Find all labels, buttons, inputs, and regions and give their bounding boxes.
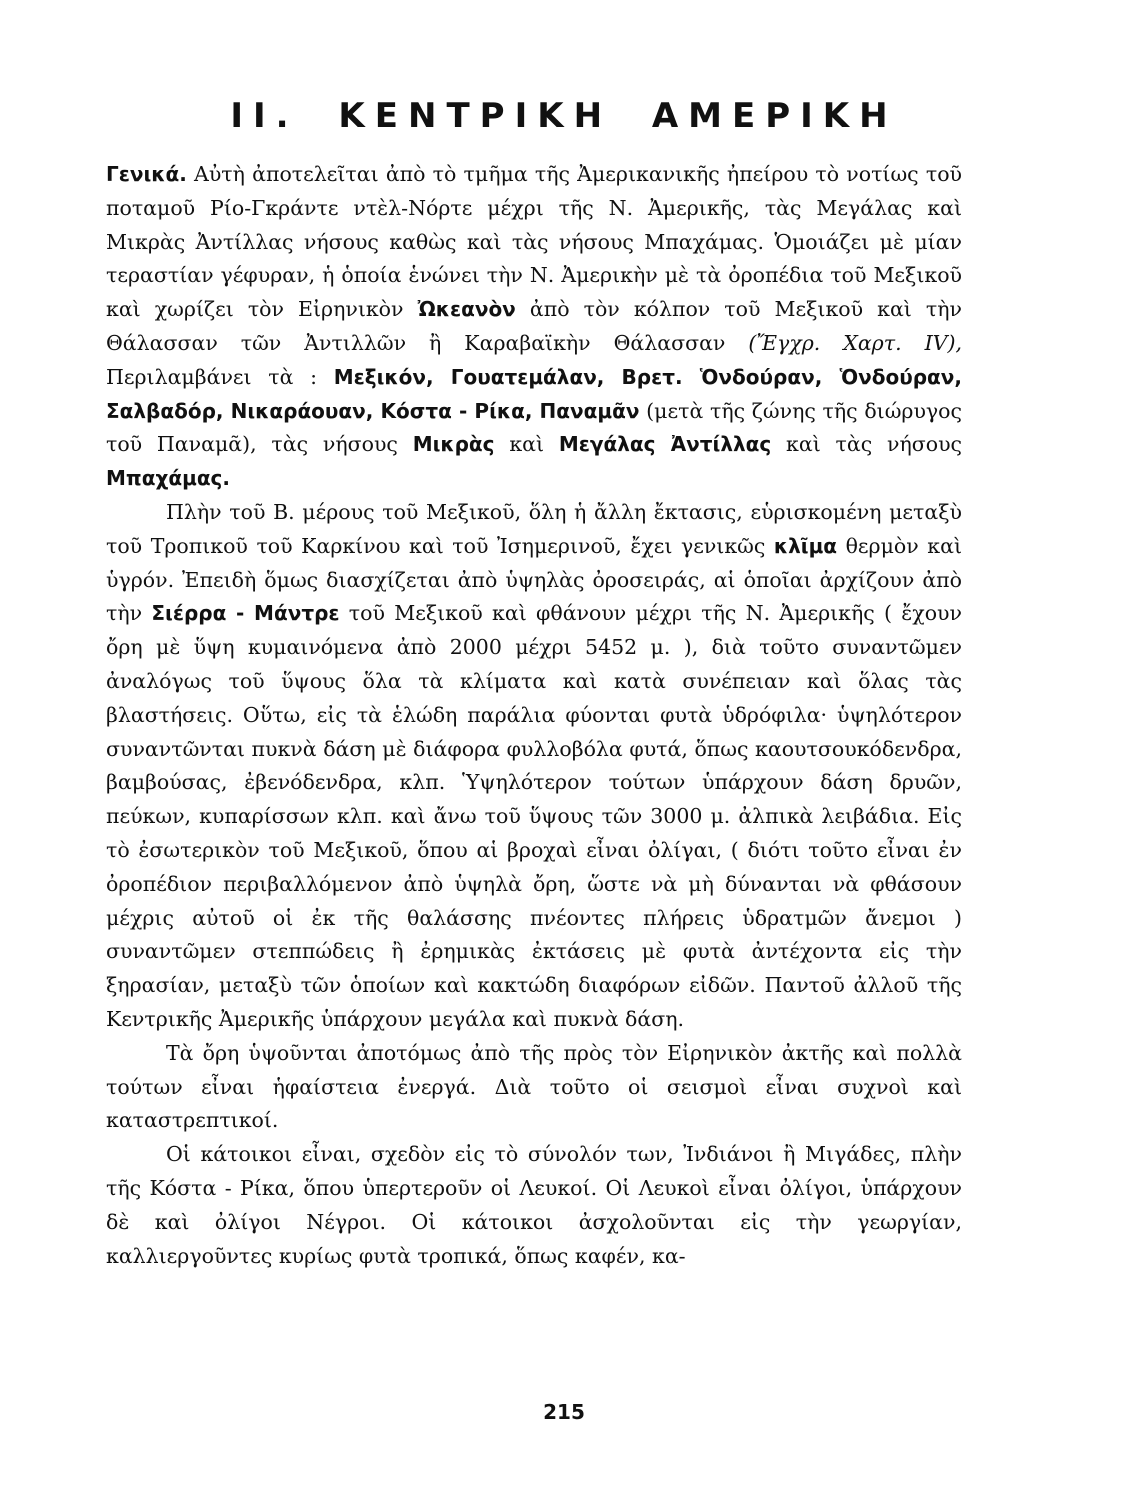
paragraph-climate <box>106 496 962 1037</box>
paragraph-general <box>106 158 962 496</box>
text-span: Περιλαμβάνει τὰ : <box>106 364 334 389</box>
text-span: Αὐτὴ ἀποτελεῖται ἀπὸ τὸ τμῆμα τῆς Ἀμερικανικῆς ἠπείρου τὸ νοτίως τοῦ ποταμοῦ Ρίο-Γκράντε ντὲλ-Νόρτε μέχρι τῆς Ν. Ἀμερικῆς, τὰς Μεγάλας καὶ Μικρὰς Ἀντίλλας νήσους καθὼς καὶ τὰς νήσους Μπαχάμας. Ὁμοιάζει μὲ μίαν τεραστίαν γέφυραν, ἡ ὁποία ἑνώνει τὴν Ν. Ἀμερικὴν μὲ τὰ ὀροπέδια τοῦ Μεξικοῦ καὶ χωρίζει τὸν Εἰρηνικὸν <box>106 162 962 322</box>
body-text <box>106 158 962 1273</box>
text-span: τοῦ Μεξικοῦ καὶ φθάνουν μέχρι τῆς Ν. Ἀμερικῆς ( ἔχουν ὄρη μὲ ὕψη κυμαινόμενα ἀπὸ 2000 μέχρι 5452 μ. ), διὰ τοῦτο συναντῶμεν ἀναλόγως τοῦ ὕψους ὅλα τὰ κλίματα καὶ κατὰ συνέπειαν καὶ ὅλας τὰς βλαστήσεις. Οὕτω, εἰς τὰ ἑλώδη παράλια φύονται φυτὰ ὑδρόφιλα· ὑψηλότερον συναντῶνται πυκνὰ δάση μὲ διάφορα φυλλοβόλα φυτά, ὅπως καουτσουκόδενδρα, βαμβούσας, ἐβενόδενδρα, κλπ. Ὑψηλότερον τούτων ὑπάρχουν δάση δρυῶν, πεύκων, κυπαρίσσων κλπ. καὶ ἄνω τοῦ ὕψους τῶν 3000 μ. ἀλπικὰ λειβάδια. Εἰς τὸ ἐσωτερικὸν τοῦ Μεξικοῦ, ὅπου αἱ βροχαὶ εἶναι ὀλίγαι, ( διότι τοῦτο εἶναι ἐν ὀροπέδιον περιβαλλόμενον ἀπὸ ὑψηλὰ ὄρη, ὥστε νὰ μὴ δύνανται νὰ φθάσουν μέχρις αὐτοῦ οἱ ἐκ τῆς θαλάσσης πνέοντες πλήρεις ὑδρατμῶν ἄνεμοι ) συναντῶμεν στεππώδεις ἢ ἐρημικὰς ἐκτάσεις μὲ φυτὰ ἀντέχοντα εἰς τὴν ξηρασίαν, μεταξὺ τῶν ὁποίων καὶ κακτώδη διαφόρων εἰδῶν. Παντοῦ ἀλλοῦ τῆς Κεντρικῆς Ἀμερικῆς ὑπάρχουν μεγάλα καὶ πυκνὰ δάση. <box>106 601 962 1031</box>
chapter-title: II. ΚΕΝΤΡΙΚΗ ΑΜΕΡΙΚΗ <box>230 96 898 136</box>
text-span: θερμὸν καὶ ὑγρόν. Ἐπειδὴ ὅμως διασχίζεται ἀπὸ ὑψηλὰς ὀροσειράς, αἱ ὁποῖαι ἀρχίζουν ἀπὸ τὴν <box>106 533 962 626</box>
text-span: ἀπὸ τὸν κόλπον τοῦ Μεξικοῦ καὶ τὴν Θάλασσαν τῶν Ἀντιλλῶν ἢ Καραβαϊκὴν Θάλασσαν <box>106 297 962 355</box>
bold-term: Μεγάλας Ἀντίλλας <box>558 432 772 457</box>
bold-term: κλῖμα <box>773 533 838 558</box>
bold-term: Ὠκεανὸν <box>417 297 516 322</box>
paragraph-inhabitants: Οἱ κάτοικοι εἶναι, σχεδὸν εἰς τὸ σύνολόν των, Ἰνδιάνοι ἢ Μιγάδες, πλὴν τῆς Κόστα - Ρίκα, ὅπου ὑπερτεροῦν οἱ Λευκοί. Οἱ Λευκοὶ εἶναι ὀλίγοι, ὑπάρχουν δὲ καὶ ὀλίγοι Νέγροι. Οἱ κάτοικοι ἀσχολοῦνται εἰς τὴν γεωργίαν, καλλιεργοῦντες κυρίως φυτὰ τροπικά, ὅπως καφέν, κα- <box>106 1142 962 1268</box>
country-list: Μεξικόν, Γουατεμάλαν, Βρετ. Ὁνδούραν, Ὁνδούραν, Σαλβαδόρ, Νικαράουαν, Κόστα - Ρίκα, Παναμᾶν <box>106 364 962 423</box>
paragraph-mountains: Τὰ ὄρη ὑψοῦνται ἀποτόμως ἀπὸ τῆς πρὸς τὸν Εἰρηνικὸν ἀκτῆς καὶ πολλὰ τούτων εἶναι ἡφαίστεια ἐνεργά. Διὰ τοῦτο οἱ σεισμοὶ εἶναι συχνοὶ καὶ καταστρεπτικοί. <box>106 1040 962 1133</box>
text-span: Πλὴν τοῦ Β. μέρους τοῦ Μεξικοῦ, ὅλη ἡ ἄλλη ἔκτασις, εὑρισκομένη μεταξὺ τοῦ Τροπικοῦ τοῦ Καρκίνου καὶ τοῦ Ἰσημερινοῦ, ἔχει γενικῶς <box>106 499 962 558</box>
text-span: καὶ <box>494 432 559 457</box>
bold-term: Μπαχάμας. <box>106 466 231 491</box>
text-span: καὶ τὰς νήσους <box>771 432 963 457</box>
map-reference: (Ἔγχρ. Χαρτ. IV), <box>748 330 962 355</box>
text-span: (μετὰ τῆς ζώνης τῆς διώρυγος τοῦ Παναμᾶ), τὰς νήσους <box>106 398 963 457</box>
bold-term: Μικρὰς <box>412 432 495 457</box>
page-number: 215 <box>543 1400 585 1424</box>
section-heading: Γενικά. <box>106 162 187 186</box>
bold-term: Σιέρρα - Μάντρε <box>151 601 340 626</box>
